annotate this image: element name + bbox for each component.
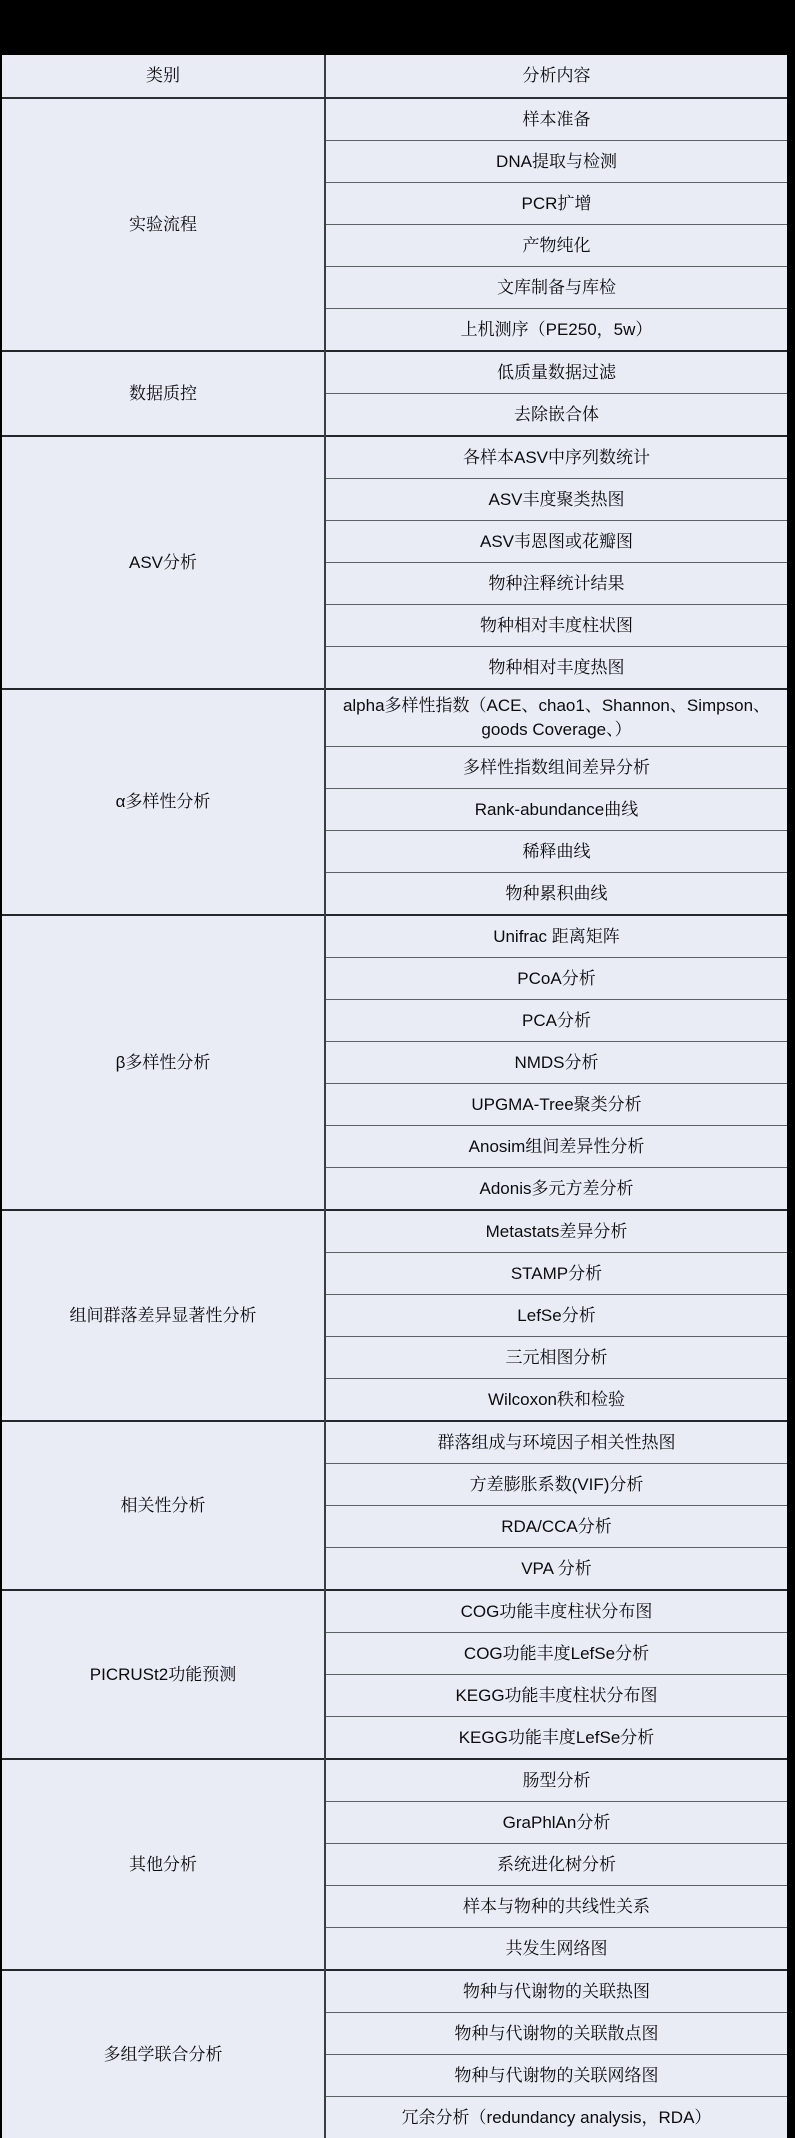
- category-cell: 实验流程: [2, 98, 325, 351]
- category-cell: α多样性分析: [2, 689, 325, 915]
- column-header-category: 类别: [2, 55, 325, 98]
- content-cell: 样本准备: [325, 98, 787, 141]
- content-cell: KEGG功能丰度LefSe分析: [325, 1717, 787, 1760]
- category-cell: 多组学联合分析: [2, 1970, 325, 2138]
- content-cell: GraPhlAn分析: [325, 1802, 787, 1844]
- table-row: [2, 1210, 787, 1253]
- content-cell: PCoA分析: [325, 958, 787, 1000]
- content-cell: 物种与代谢物的关联散点图: [325, 2013, 787, 2055]
- table-row: [2, 1970, 787, 2013]
- content-cell: STAMP分析: [325, 1253, 787, 1295]
- category-cell: β多样性分析: [2, 915, 325, 1210]
- table-row: [2, 689, 787, 747]
- content-cell: ASV韦恩图或花瓣图: [325, 521, 787, 563]
- column-header-content: 分析内容: [325, 55, 787, 98]
- content-cell: COG功能丰度LefSe分析: [325, 1633, 787, 1675]
- top-banner: [0, 0, 795, 55]
- content-cell: ASV丰度聚类热图: [325, 479, 787, 521]
- content-cell: DNA提取与检测: [325, 141, 787, 183]
- category-cell: 其他分析: [2, 1759, 325, 1970]
- content-cell: 低质量数据过滤: [325, 351, 787, 394]
- content-cell: PCA分析: [325, 1000, 787, 1042]
- content-cell: Adonis多元方差分析: [325, 1168, 787, 1211]
- table-row: [2, 351, 787, 394]
- content-cell: 物种累积曲线: [325, 873, 787, 916]
- content-cell: 去除嵌合体: [325, 394, 787, 437]
- content-cell: 物种相对丰度柱状图: [325, 605, 787, 647]
- content-cell: 各样本ASV中序列数统计: [325, 436, 787, 479]
- header-row: [2, 55, 787, 98]
- content-cell: 物种相对丰度热图: [325, 647, 787, 690]
- analysis-table: [2, 55, 787, 2138]
- category-cell: PICRUSt2功能预测: [2, 1590, 325, 1759]
- content-cell: 肠型分析: [325, 1759, 787, 1802]
- content-cell: PCR扩增: [325, 183, 787, 225]
- table-row: [2, 98, 787, 141]
- content-cell: Unifrac 距离矩阵: [325, 915, 787, 958]
- content-cell: Rank-abundance曲线: [325, 789, 787, 831]
- table-row: [2, 1421, 787, 1464]
- table-row: [2, 1590, 787, 1633]
- content-cell: 产物纯化: [325, 225, 787, 267]
- content-cell: Wilcoxon秩和检验: [325, 1379, 787, 1422]
- content-cell: Metastats差异分析: [325, 1210, 787, 1253]
- category-cell: 相关性分析: [2, 1421, 325, 1590]
- content-cell: 物种与代谢物的关联热图: [325, 1970, 787, 2013]
- content-cell: 物种注释统计结果: [325, 563, 787, 605]
- content-cell: 方差膨胀系数(VIF)分析: [325, 1464, 787, 1506]
- content-cell: KEGG功能丰度柱状分布图: [325, 1675, 787, 1717]
- table-row: [2, 1759, 787, 1802]
- table-row: [2, 436, 787, 479]
- content-cell: VPA 分析: [325, 1548, 787, 1591]
- category-cell: ASV分析: [2, 436, 325, 689]
- content-cell: 系统进化树分析: [325, 1844, 787, 1886]
- content-cell: alpha多样性指数（ACE、chao1、Shannon、Simpson、goods Coverage、）: [325, 689, 787, 747]
- content-cell: NMDS分析: [325, 1042, 787, 1084]
- category-cell: 组间群落差异显著性分析: [2, 1210, 325, 1421]
- content-cell: 群落组成与环境因子相关性热图: [325, 1421, 787, 1464]
- content-cell: 样本与物种的共线性关系: [325, 1886, 787, 1928]
- content-cell: 稀释曲线: [325, 831, 787, 873]
- content-cell: LefSe分析: [325, 1295, 787, 1337]
- content-cell: UPGMA-Tree聚类分析: [325, 1084, 787, 1126]
- content-cell: 文库制备与库检: [325, 267, 787, 309]
- content-cell: Anosim组间差异性分析: [325, 1126, 787, 1168]
- content-cell: 三元相图分析: [325, 1337, 787, 1379]
- category-cell: 数据质控: [2, 351, 325, 436]
- content-cell: COG功能丰度柱状分布图: [325, 1590, 787, 1633]
- table-row: [2, 915, 787, 958]
- content-cell: RDA/CCA分析: [325, 1506, 787, 1548]
- content-cell: 上机测序（PE250，5w）: [325, 309, 787, 352]
- content-cell: 物种与代谢物的关联网络图: [325, 2055, 787, 2097]
- content-cell: 共发生网络图: [325, 1928, 787, 1971]
- content-cell: 冗余分析（redundancy analysis，RDA）: [325, 2097, 787, 2138]
- content-cell: 多样性指数组间差异分析: [325, 747, 787, 789]
